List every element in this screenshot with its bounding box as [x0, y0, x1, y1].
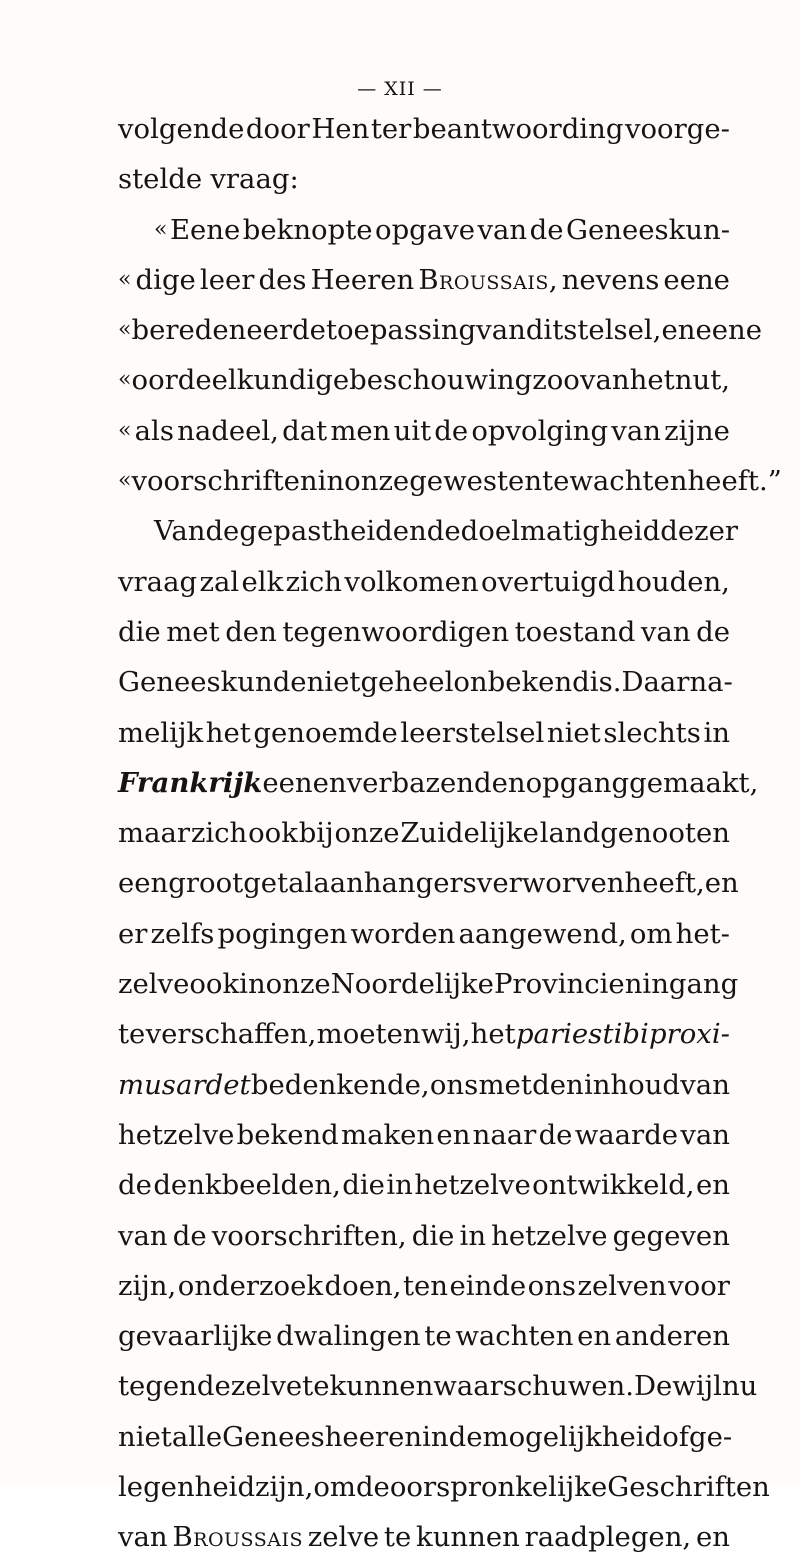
text-line: zelve ook in onze Noordelijke Provincien ingang — [118, 968, 739, 1001]
text-line: maar zich ook bij onze Zuidelijke landgenooten — [118, 817, 730, 850]
text-line: « voorschriften in onze gewesten te wachten heeft.” — [118, 465, 782, 498]
body-text — [118, 104, 782, 1563]
text-line: de denkbeelden, die in hetzelve ontwikkeld, en — [118, 1169, 730, 1202]
text-line: vraag zal elk zich volkomen overtuigd houden, — [118, 565, 730, 598]
text-line: melijk het genoemde leerstelsel niet slechts in — [118, 716, 730, 749]
text-line: hetzelve bekend maken en naar de waarde van — [118, 1118, 730, 1151]
text-line: niet alle Geneesheeren in de mogelijkheid of ge- — [118, 1420, 733, 1453]
text-line: zijn, onderzoek doen, ten einde ons zelven voor — [118, 1269, 730, 1302]
text-line: tegen dezelve te kunnen waarschuwen. Dewijl nu — [118, 1370, 758, 1403]
text-line: van de voorschriften, die in hetzelve gegeven — [118, 1219, 730, 1252]
text-line: « beredeneerde toepassing van dit stelsel, en eene — [118, 314, 762, 347]
text-line: te verschaffen, moeten wij, het paries tibi proxi- — [118, 1018, 730, 1051]
text-line: Geneeskunde niet geheel onbekend is. Daar na- — [118, 666, 733, 699]
text-line: er zelfs pogingen worden aangewend, om het- — [118, 917, 730, 950]
text-line: « dige leer des Heeren Broussais, nevens eene — [118, 263, 730, 296]
text-line: een groot getal aanhangers verworven heeft, en — [118, 867, 739, 900]
text-line: « als nadeel, dat men uit de opvolging van zijne — [118, 414, 730, 447]
text-line: « oordeelkundige beschouwing zoo van het nut, — [118, 364, 730, 397]
text-line: stelde vraag: — [118, 163, 299, 196]
text-line: legenheid zijn, om de oorspronkelijke Geschriften — [118, 1471, 770, 1504]
text-line: volgende door Hen ter beantwoording voorge- — [118, 113, 730, 145]
text-line: Van de gepastheid en de doelmatigheid dezer — [154, 515, 739, 548]
page-number: — XII — — [357, 78, 443, 100]
text-line: die met den tegenwoordigen toestand van de — [118, 615, 730, 648]
text-line: mus ardet bedenkende, ons met den inhoud van — [118, 1068, 730, 1101]
text-line: Frankrijk eenen verbazenden opgang gemaakt, — [118, 766, 759, 799]
text-line: van Broussais zelve te kunnen raadplegen, en — [118, 1521, 730, 1554]
text-line: gevaarlijke dwalingen te wachten en anderen — [118, 1320, 730, 1353]
text-line: « Eene beknopte opgave van de Geneeskun- — [154, 213, 730, 246]
